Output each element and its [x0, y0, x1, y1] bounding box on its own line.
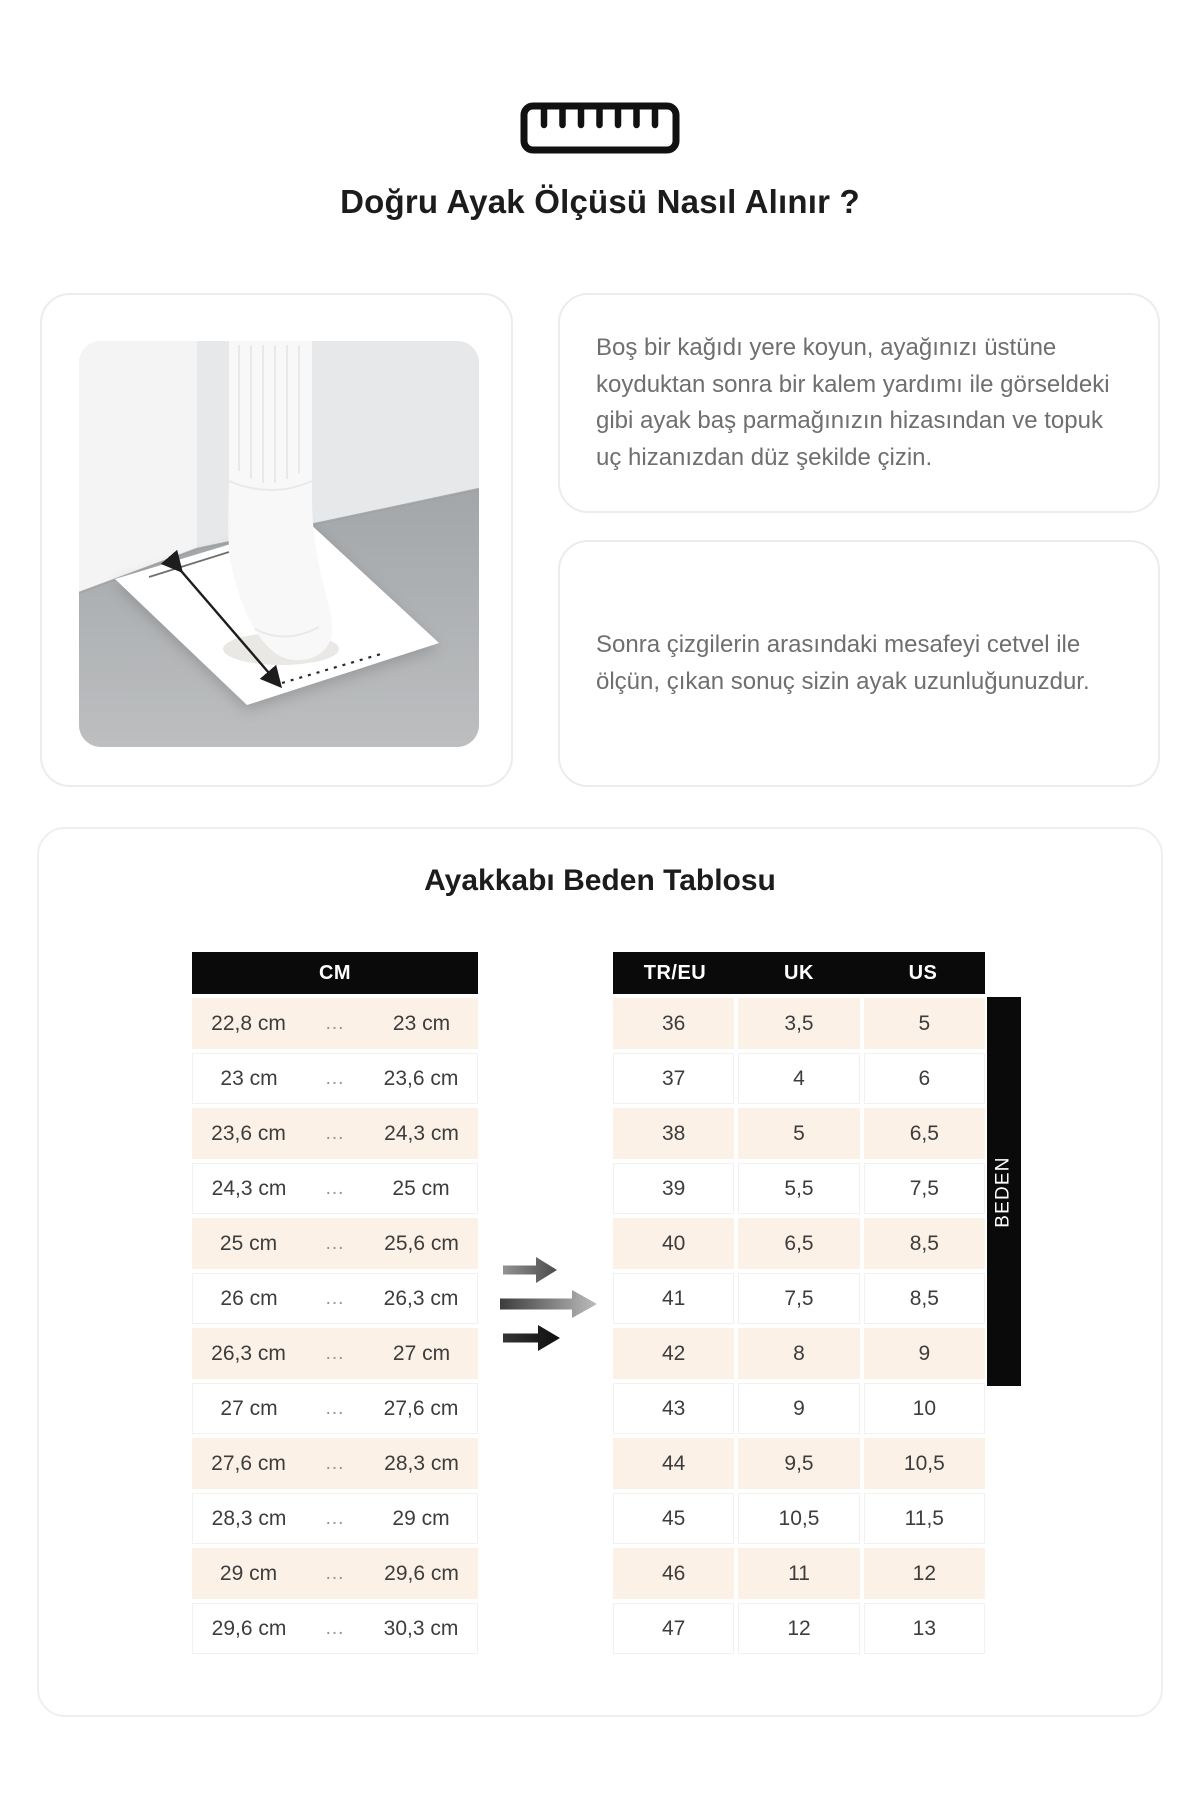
- size-cell-uk: 11: [738, 1548, 859, 1599]
- size-table: [613, 952, 985, 1658]
- instruction-step-2: Sonra çizgilerin arasındaki mesafeyi cetvel ile ölçün, çıkan sonuç sizin ayak uzunluğunuzdur.: [596, 631, 1090, 695]
- instruction-card-1: [558, 293, 1160, 513]
- cm-table-row: [192, 1108, 478, 1159]
- cm-table-rows: [192, 998, 478, 1654]
- cm-range-max: 30,3 cm: [383, 1616, 459, 1640]
- measurement-photo-card: [40, 293, 513, 787]
- size-cell-uk: 7,5: [738, 1273, 859, 1324]
- size-cell-us: 5: [864, 998, 985, 1049]
- range-separator: ...: [325, 1507, 345, 1529]
- instruction-step-1: Boş bir kağıdı yere koyun, ayağınızı üstüne koyduktan sonra bir kalem yardımı ile görseldeki gibi ayak baş parmağınızın hizasından ve topuk uç hizanızdan düz şekilde çizin.: [596, 334, 1110, 471]
- cm-range-min: 25 cm: [219, 1231, 278, 1255]
- size-table-row: [613, 1603, 985, 1654]
- size-table-row: [613, 1438, 985, 1489]
- cm-table-row: [192, 1163, 478, 1214]
- size-cell-tr-eu: 43: [613, 1383, 734, 1434]
- size-table-header: [613, 952, 985, 994]
- size-cell-uk: 9,5: [738, 1438, 859, 1489]
- size-cell-uk: 3,5: [738, 998, 859, 1049]
- size-cell-tr-eu: 47: [613, 1603, 734, 1654]
- cm-table-header: CM: [192, 952, 478, 994]
- size-table-row: [613, 1108, 985, 1159]
- cm-table-row: [192, 1548, 478, 1599]
- cm-table: [192, 952, 478, 1658]
- range-separator: ...: [325, 1122, 345, 1144]
- size-cell-uk: 8: [738, 1328, 859, 1379]
- cm-table-row: [192, 1603, 478, 1654]
- cm-range-min: 24,3 cm: [211, 1176, 287, 1200]
- size-table-header-us: US: [908, 961, 938, 984]
- size-cell-us: 8,5: [864, 1218, 985, 1269]
- range-separator: ...: [325, 1287, 345, 1309]
- cm-table-row: [192, 1273, 478, 1324]
- cm-range-min: 22,8 cm: [211, 1011, 286, 1035]
- size-table-row: [613, 1273, 985, 1324]
- range-separator: ...: [325, 1177, 345, 1199]
- cm-table-row: [192, 1218, 478, 1269]
- range-separator: ...: [325, 1452, 345, 1474]
- range-separator: ...: [325, 1617, 345, 1639]
- size-cell-tr-eu: 45: [613, 1493, 734, 1544]
- cm-table-row: [192, 1438, 478, 1489]
- size-cell-us: 9: [864, 1328, 985, 1379]
- size-cell-uk: 10,5: [738, 1493, 859, 1544]
- beden-side-bar: [987, 997, 1021, 1386]
- size-chart-title: Ayakkabı Beden Tablosu: [424, 864, 776, 897]
- size-table-row: [613, 998, 985, 1049]
- cm-table-row: [192, 1328, 478, 1379]
- cm-range-max: 23,6 cm: [383, 1066, 459, 1090]
- size-cell-tr-eu: 39: [613, 1163, 734, 1214]
- cm-range-max: 23 cm: [392, 1011, 451, 1035]
- size-cell-tr-eu: 46: [613, 1548, 734, 1599]
- size-cell-uk: 5,5: [738, 1163, 859, 1214]
- cm-range-max: 29 cm: [392, 1506, 450, 1530]
- range-separator: ...: [325, 1342, 345, 1364]
- size-cell-uk: 6,5: [738, 1218, 859, 1269]
- size-cell-us: 10: [864, 1383, 985, 1434]
- size-cell-tr-eu: 40: [613, 1218, 734, 1269]
- size-cell-us: 12: [864, 1548, 985, 1599]
- cm-range-max: 27,6 cm: [383, 1396, 459, 1420]
- cm-range-min: 27,6 cm: [211, 1451, 286, 1475]
- size-cell-tr-eu: 42: [613, 1328, 734, 1379]
- size-cell-us: 6,5: [864, 1108, 985, 1159]
- page-title: Doğru Ayak Ölçüsü Nasıl Alınır ?: [340, 183, 860, 220]
- cm-range-max: 27 cm: [392, 1341, 451, 1365]
- cm-range-max: 29,6 cm: [384, 1561, 459, 1585]
- cm-range-min: 29,6 cm: [211, 1616, 287, 1640]
- range-separator: ...: [325, 1232, 345, 1254]
- triple-right-arrows-icon: [498, 1252, 600, 1361]
- size-cell-us: 7,5: [864, 1163, 985, 1214]
- size-cell-tr-eu: 41: [613, 1273, 734, 1324]
- size-cell-uk: 5: [738, 1108, 859, 1159]
- size-cell-us: 11,5: [864, 1493, 985, 1544]
- cm-range-max: 28,3 cm: [384, 1451, 459, 1475]
- size-table-row: [613, 1548, 985, 1599]
- size-table-header-uk: UK: [784, 961, 814, 984]
- cm-range-min: 29 cm: [219, 1561, 278, 1585]
- cm-range-max: 25 cm: [392, 1176, 450, 1200]
- cm-range-min: 26 cm: [220, 1286, 278, 1310]
- beden-side-label: BEDEN: [993, 1155, 1014, 1228]
- cm-range-min: 26,3 cm: [211, 1341, 286, 1365]
- size-cell-us: 8,5: [864, 1273, 985, 1324]
- instruction-card-2: [558, 540, 1160, 787]
- range-separator: ...: [325, 1397, 345, 1419]
- size-cell-uk: 9: [738, 1383, 859, 1434]
- cm-table-row: [192, 1493, 478, 1544]
- ruler-icon: [520, 102, 680, 159]
- size-cell-uk: 12: [738, 1603, 859, 1654]
- cm-table-row: [192, 1053, 478, 1104]
- size-table-header-tr-eu: TR/EU: [643, 961, 707, 984]
- size-table-row: [613, 1218, 985, 1269]
- range-separator: ...: [325, 1067, 345, 1089]
- size-cell-tr-eu: 36: [613, 998, 734, 1049]
- size-cell-us: 6: [864, 1053, 985, 1104]
- cm-range-max: 26,3 cm: [383, 1286, 459, 1310]
- cm-range-min: 23 cm: [220, 1066, 278, 1090]
- size-cell-tr-eu: 37: [613, 1053, 734, 1104]
- cm-range-max: 25,6 cm: [384, 1231, 459, 1255]
- cm-range-min: 28,3 cm: [211, 1506, 287, 1530]
- size-table-row: [613, 1493, 985, 1544]
- range-separator: ...: [325, 1012, 345, 1034]
- size-cell-tr-eu: 44: [613, 1438, 734, 1489]
- size-table-row: [613, 1383, 985, 1434]
- size-table-row: [613, 1053, 985, 1104]
- cm-table-row: [192, 1383, 478, 1434]
- size-cell-tr-eu: 38: [613, 1108, 734, 1159]
- size-table-rows: [613, 998, 985, 1654]
- cm-range-min: 27 cm: [220, 1396, 278, 1420]
- size-cell-uk: 4: [738, 1053, 859, 1104]
- foot-measurement-photo: [79, 341, 479, 747]
- size-table-row: [613, 1328, 985, 1379]
- cm-range-min: 23,6 cm: [211, 1121, 286, 1145]
- size-cell-us: 13: [864, 1603, 985, 1654]
- range-separator: ...: [325, 1562, 345, 1584]
- cm-table-row: [192, 998, 478, 1049]
- size-cell-us: 10,5: [864, 1438, 985, 1489]
- size-table-row: [613, 1163, 985, 1214]
- cm-range-max: 24,3 cm: [384, 1121, 459, 1145]
